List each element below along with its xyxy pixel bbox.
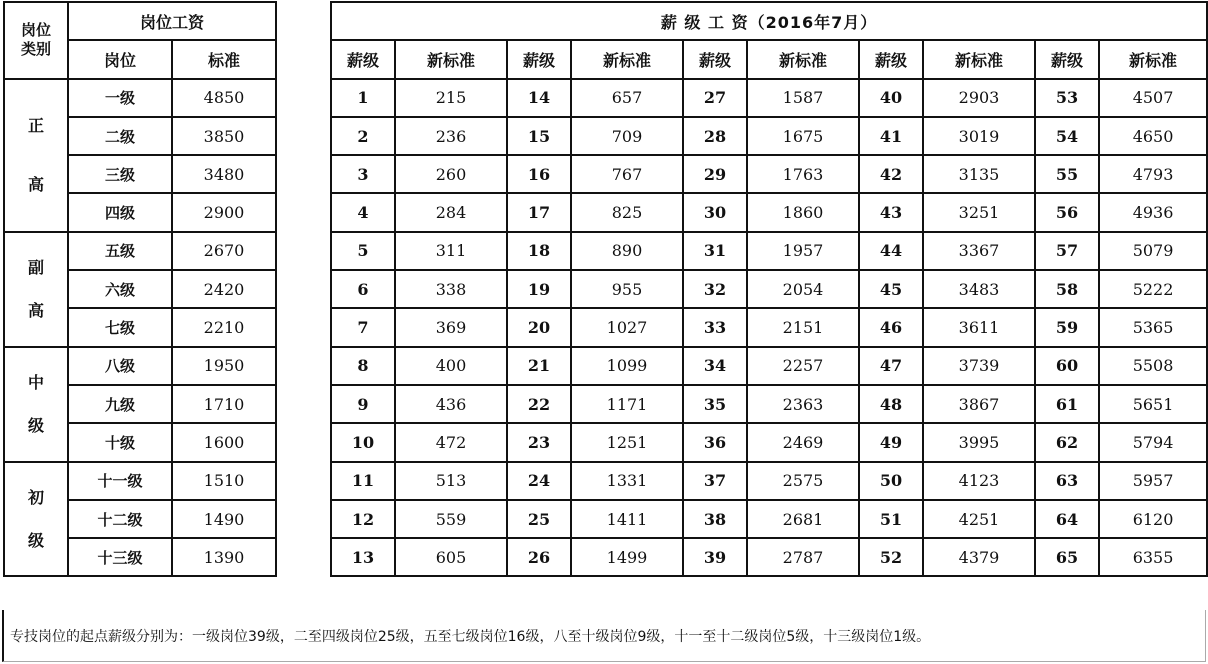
standard-cell: 2210 (172, 308, 276, 346)
new-standard-cell: 5651 (1099, 385, 1207, 423)
level-cell: 21 (507, 347, 571, 385)
position-cell: 九级 (68, 385, 172, 423)
level-cell: 19 (507, 270, 571, 308)
level-cell: 25 (507, 500, 571, 538)
new-standard-cell: 5079 (1099, 232, 1207, 270)
standard-cell: 4850 (172, 79, 276, 117)
standard-cell: 2900 (172, 193, 276, 231)
level-cell: 10 (331, 423, 395, 461)
column-header-position: 岗位 (68, 40, 172, 78)
level-cell: 32 (683, 270, 747, 308)
table-row (331, 232, 1207, 270)
new-standard-cell: 472 (395, 423, 507, 461)
column-header-level: 薪级 (507, 40, 571, 78)
level-cell: 36 (683, 423, 747, 461)
new-standard-cell: 236 (395, 117, 507, 155)
category-header (4, 2, 68, 79)
level-cell: 42 (859, 155, 923, 193)
level-cell: 49 (859, 423, 923, 461)
position-wage-table (3, 1, 277, 577)
level-cell: 56 (1035, 193, 1099, 231)
position-cell: 六级 (68, 270, 172, 308)
new-standard-cell: 3251 (923, 193, 1035, 231)
new-standard-cell: 3483 (923, 270, 1035, 308)
position-cell: 五级 (68, 232, 172, 270)
new-standard-cell: 1027 (571, 308, 683, 346)
level-cell: 54 (1035, 117, 1099, 155)
right-header-row (331, 40, 1207, 78)
level-cell: 64 (1035, 500, 1099, 538)
category-cell (4, 462, 68, 577)
level-cell: 41 (859, 117, 923, 155)
category-char: 初 (27, 487, 44, 507)
level-cell: 44 (859, 232, 923, 270)
table-row (331, 423, 1207, 461)
level-cell: 57 (1035, 232, 1099, 270)
new-standard-cell: 513 (395, 462, 507, 500)
category-char: 高 (27, 175, 44, 195)
position-cell: 十级 (68, 423, 172, 461)
new-standard-cell: 4507 (1099, 79, 1207, 117)
new-standard-cell: 825 (571, 193, 683, 231)
left-header-row (4, 2, 276, 40)
new-standard-cell: 5508 (1099, 347, 1207, 385)
new-standard-cell: 605 (395, 538, 507, 576)
level-cell: 45 (859, 270, 923, 308)
level-cell: 11 (331, 462, 395, 500)
table-row (331, 385, 1207, 423)
level-cell: 31 (683, 232, 747, 270)
standard-cell: 1490 (172, 500, 276, 538)
new-standard-cell: 4936 (1099, 193, 1207, 231)
position-cell: 十一级 (68, 462, 172, 500)
table-row (4, 347, 276, 385)
level-cell: 28 (683, 117, 747, 155)
new-standard-cell: 4123 (923, 462, 1035, 500)
new-standard-cell: 2469 (747, 423, 859, 461)
level-cell: 62 (1035, 423, 1099, 461)
new-standard-cell: 311 (395, 232, 507, 270)
table-row (331, 538, 1207, 576)
table-row (331, 270, 1207, 308)
level-cell: 2 (331, 117, 395, 155)
new-standard-cell: 3995 (923, 423, 1035, 461)
new-standard-cell: 2054 (747, 270, 859, 308)
new-standard-cell: 260 (395, 155, 507, 193)
new-standard-cell: 3135 (923, 155, 1035, 193)
new-standard-cell: 1763 (747, 155, 859, 193)
table-row (331, 462, 1207, 500)
level-cell: 12 (331, 500, 395, 538)
new-standard-cell: 1171 (571, 385, 683, 423)
level-cell: 38 (683, 500, 747, 538)
level-cell: 59 (1035, 308, 1099, 346)
column-header-new-standard: 新标准 (923, 40, 1035, 78)
level-cell: 40 (859, 79, 923, 117)
standard-cell: 1950 (172, 347, 276, 385)
level-cell: 9 (331, 385, 395, 423)
standard-cell: 3850 (172, 117, 276, 155)
column-header-new-standard: 新标准 (1099, 40, 1207, 78)
new-standard-cell: 6355 (1099, 538, 1207, 576)
level-cell: 3 (331, 155, 395, 193)
level-cell: 14 (507, 79, 571, 117)
position-cell: 七级 (68, 308, 172, 346)
new-standard-cell: 3019 (923, 117, 1035, 155)
table-row (4, 232, 276, 270)
level-cell: 24 (507, 462, 571, 500)
column-header-standard: 标准 (172, 40, 276, 78)
category-cell (4, 79, 68, 232)
level-cell: 34 (683, 347, 747, 385)
position-cell: 二级 (68, 117, 172, 155)
table-row (331, 347, 1207, 385)
new-standard-cell: 2151 (747, 308, 859, 346)
new-standard-cell: 2257 (747, 347, 859, 385)
new-standard-cell: 1331 (571, 462, 683, 500)
position-cell: 一级 (68, 79, 172, 117)
new-standard-cell: 890 (571, 232, 683, 270)
new-standard-cell: 3739 (923, 347, 1035, 385)
new-standard-cell: 1587 (747, 79, 859, 117)
standard-cell: 1710 (172, 385, 276, 423)
position-wage-header: 岗位工资 (68, 2, 276, 40)
level-cell: 61 (1035, 385, 1099, 423)
category-char: 副 (27, 258, 44, 278)
level-cell: 18 (507, 232, 571, 270)
level-cell: 55 (1035, 155, 1099, 193)
standard-cell: 2670 (172, 232, 276, 270)
new-standard-cell: 1251 (571, 423, 683, 461)
level-cell: 22 (507, 385, 571, 423)
new-standard-cell: 1411 (571, 500, 683, 538)
level-cell: 63 (1035, 462, 1099, 500)
column-header-level: 薪级 (1035, 40, 1099, 78)
column-header-level: 薪级 (859, 40, 923, 78)
footer-note (2, 610, 1206, 662)
table-row (331, 500, 1207, 538)
table-row (331, 155, 1207, 193)
column-header-new-standard: 新标准 (747, 40, 859, 78)
new-standard-cell: 4251 (923, 500, 1035, 538)
new-standard-cell: 5794 (1099, 423, 1207, 461)
category-cell (4, 347, 68, 462)
position-cell: 八级 (68, 347, 172, 385)
new-standard-cell: 1099 (571, 347, 683, 385)
level-cell: 26 (507, 538, 571, 576)
new-standard-cell: 2787 (747, 538, 859, 576)
column-header-level: 薪级 (683, 40, 747, 78)
level-cell: 33 (683, 308, 747, 346)
new-standard-cell: 215 (395, 79, 507, 117)
new-standard-cell: 284 (395, 193, 507, 231)
level-cell: 8 (331, 347, 395, 385)
level-cell: 48 (859, 385, 923, 423)
new-standard-cell: 400 (395, 347, 507, 385)
category-char: 高 (27, 301, 44, 321)
position-cell: 三级 (68, 155, 172, 193)
table-row (331, 117, 1207, 155)
new-standard-cell: 3611 (923, 308, 1035, 346)
new-standard-cell: 1675 (747, 117, 859, 155)
new-standard-cell: 6120 (1099, 500, 1207, 538)
level-cell: 7 (331, 308, 395, 346)
level-cell: 65 (1035, 538, 1099, 576)
level-cell: 30 (683, 193, 747, 231)
level-cell: 27 (683, 79, 747, 117)
category-char: 级 (27, 531, 44, 550)
level-cell: 58 (1035, 270, 1099, 308)
category-char: 正 (27, 116, 44, 135)
new-standard-cell: 657 (571, 79, 683, 117)
table-row (331, 308, 1207, 346)
new-standard-cell: 955 (571, 270, 683, 308)
level-cell: 60 (1035, 347, 1099, 385)
new-standard-cell: 767 (571, 155, 683, 193)
new-standard-cell: 5957 (1099, 462, 1207, 500)
level-cell: 37 (683, 462, 747, 500)
new-standard-cell: 338 (395, 270, 507, 308)
table-row (4, 79, 276, 117)
position-cell: 十二级 (68, 500, 172, 538)
category-header-line2: 类别 (20, 40, 51, 59)
category-header-line1: 岗位 (20, 20, 51, 39)
level-cell: 5 (331, 232, 395, 270)
category-char: 级 (27, 416, 44, 436)
new-standard-cell: 3867 (923, 385, 1035, 423)
new-standard-cell: 2681 (747, 500, 859, 538)
footer-text: 专技岗位的起点薪级分别为：一级岗位39级，二至四级岗位25级，五至七级岗位16级，八至十级岗位9级，十一至十二级岗位5级，十三级岗位1级。 (10, 629, 931, 645)
column-header-level: 薪级 (331, 40, 395, 78)
column-header-new-standard: 新标准 (571, 40, 683, 78)
level-cell: 4 (331, 193, 395, 231)
standard-cell: 3480 (172, 155, 276, 193)
column-header-new-standard: 新标准 (395, 40, 507, 78)
level-cell: 35 (683, 385, 747, 423)
new-standard-cell: 2903 (923, 79, 1035, 117)
new-standard-cell: 4793 (1099, 155, 1207, 193)
level-cell: 43 (859, 193, 923, 231)
new-standard-cell: 1957 (747, 232, 859, 270)
level-cell: 51 (859, 500, 923, 538)
level-cell: 1 (331, 79, 395, 117)
table-row (331, 193, 1207, 231)
new-standard-cell: 5365 (1099, 308, 1207, 346)
new-standard-cell: 369 (395, 308, 507, 346)
standard-cell: 1390 (172, 538, 276, 576)
level-cell: 50 (859, 462, 923, 500)
level-cell: 46 (859, 308, 923, 346)
new-standard-cell: 1499 (571, 538, 683, 576)
new-standard-cell: 2575 (747, 462, 859, 500)
standard-cell: 1510 (172, 462, 276, 500)
new-standard-cell: 4650 (1099, 117, 1207, 155)
position-cell: 十三级 (68, 538, 172, 576)
level-cell: 47 (859, 347, 923, 385)
level-cell: 52 (859, 538, 923, 576)
new-standard-cell: 2363 (747, 385, 859, 423)
new-standard-cell: 709 (571, 117, 683, 155)
right-title-row (331, 2, 1207, 40)
level-cell: 53 (1035, 79, 1099, 117)
level-cell: 17 (507, 193, 571, 231)
new-standard-cell: 5222 (1099, 270, 1207, 308)
category-char: 中 (27, 372, 44, 392)
table-row (4, 462, 276, 500)
standard-cell: 1600 (172, 423, 276, 461)
level-cell: 16 (507, 155, 571, 193)
salary-table-title: 薪 级 工 资（2016年7月） (331, 2, 1207, 40)
new-standard-cell: 3367 (923, 232, 1035, 270)
level-cell: 6 (331, 270, 395, 308)
level-cell: 23 (507, 423, 571, 461)
salary-level-table (330, 1, 1208, 577)
new-standard-cell: 436 (395, 385, 507, 423)
level-cell: 20 (507, 308, 571, 346)
standard-cell: 2420 (172, 270, 276, 308)
category-cell (4, 232, 68, 347)
new-standard-cell: 4379 (923, 538, 1035, 576)
level-cell: 29 (683, 155, 747, 193)
level-cell: 39 (683, 538, 747, 576)
level-cell: 13 (331, 538, 395, 576)
new-standard-cell: 559 (395, 500, 507, 538)
new-standard-cell: 1860 (747, 193, 859, 231)
position-cell: 四级 (68, 193, 172, 231)
level-cell: 15 (507, 117, 571, 155)
table-row (331, 79, 1207, 117)
